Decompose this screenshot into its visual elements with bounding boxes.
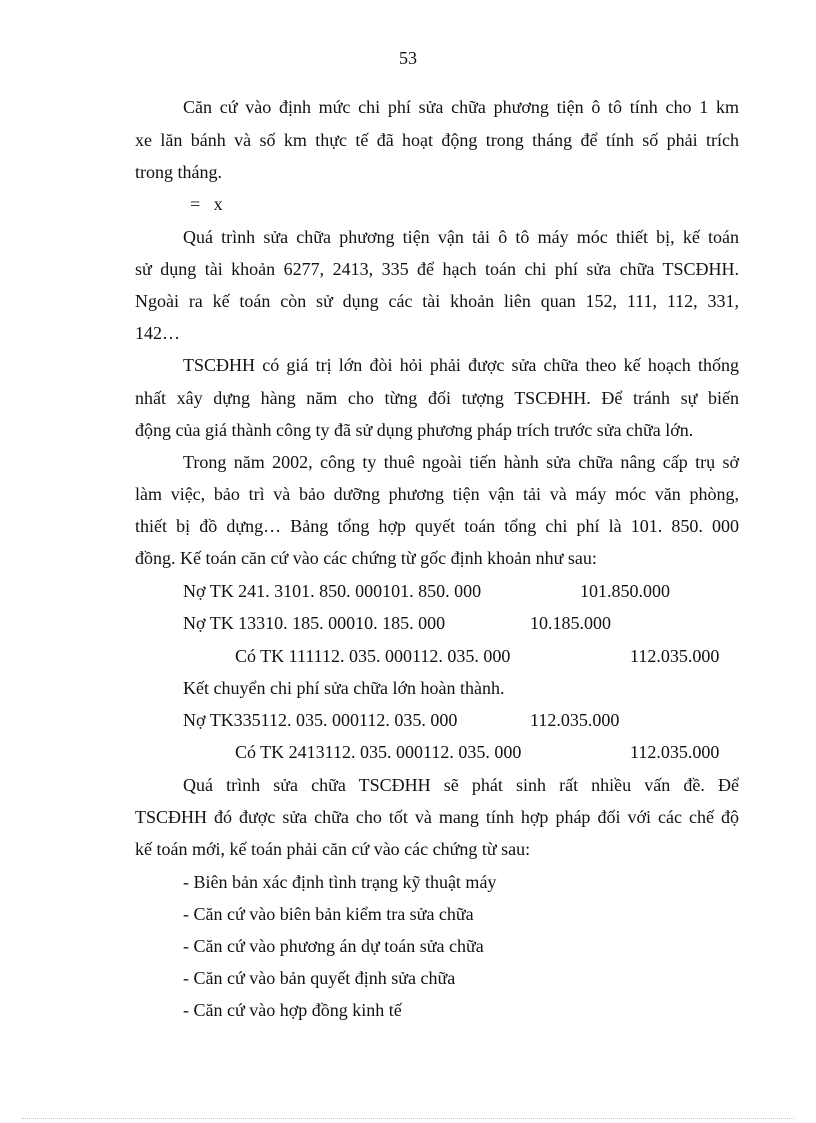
list-item: - Căn cứ vào bản quyết định sửa chữa — [183, 968, 456, 988]
list-item: - Căn cứ vào biên bản kiểm tra sửa chữa — [183, 904, 474, 924]
list-item: - Căn cứ vào hợp đồng kinh tế — [183, 1000, 402, 1020]
list-item: - Căn cứ vào phương án dự toán sửa chữa — [183, 936, 484, 956]
journal-entry-debit: Nợ TK335112. 035. 000112. 035. 000 — [183, 710, 458, 730]
formula-line: = x — [190, 194, 223, 214]
text-line: sử dụng tài khoản 6277, 2413, 335 để hạch toán chi phí sửa chữa TSCĐHH. — [135, 259, 739, 279]
journal-entry-note: Kết chuyển chi phí sửa chữa lớn hoàn thành. — [183, 678, 505, 698]
list-item: - Biên bản xác định tình trạng kỹ thuật máy — [183, 872, 497, 892]
journal-entry-credit: Có TK 111112. 035. 000112. 035. 000 — [235, 646, 511, 666]
journal-entry-debit: Nợ TK 241. 3101. 850. 000101. 850. 000 — [183, 581, 482, 601]
journal-entry-amount: 10.185.000 — [530, 613, 611, 633]
text-line: đồng. Kế toán căn cứ vào các chứng từ gốc định khoản như sau: — [135, 548, 597, 568]
text-line: kế toán mới, kế toán phải căn cứ vào các chứng từ sau: — [135, 839, 531, 859]
text-line: xe lăn bánh và số km thực tế đã hoạt động trong tháng để tính số phải trích — [135, 130, 739, 150]
text-line: TSCĐHH có giá trị lớn đòi hỏi phải được sửa chữa theo kế hoạch thống — [183, 355, 739, 375]
text-line: nhất xây dựng hàng năm cho từng đối tượng TSCĐHH. Để tránh sự biến — [135, 388, 739, 408]
text-line: Ngoài ra kế toán còn sử dụng các tài khoản liên quan 152, 111, 112, 331, — [135, 291, 739, 311]
text-line: trong tháng. — [135, 162, 222, 182]
footer-divider — [22, 1118, 794, 1119]
text-line: Trong năm 2002, công ty thuê ngoài tiến hành sửa chữa nâng cấp trụ sở — [183, 452, 739, 472]
text-line: Quá trình sửa chữa TSCĐHH sẽ phát sinh rất nhiều vấn đề. Để — [183, 775, 739, 795]
journal-entry-debit: Nợ TK 13310. 185. 00010. 185. 000 — [183, 613, 446, 633]
text-line: động của giá thành công ty đã sử dụng phương pháp trích trước sửa chữa lớn. — [135, 420, 694, 440]
text-line: thiết bị đồ dựng… Bảng tổng hợp quyết toán tổng chi phí là 101. 850. 000 — [135, 516, 739, 536]
text-line: 142… — [135, 323, 180, 343]
journal-entry-amount: 112.035.000 — [530, 710, 620, 730]
text-line: Quá trình sửa chữa phương tiện vận tải ô tô máy móc thiết bị, kế toán — [183, 227, 739, 247]
journal-entry-credit: Có TK 2413112. 035. 000112. 035. 000 — [235, 742, 522, 762]
page-number: 53 — [399, 48, 417, 68]
journal-entry-amount: 112.035.000 — [630, 646, 720, 666]
journal-entry-amount: 101.850.000 — [580, 581, 670, 601]
text-line: TSCĐHH đó được sửa chữa cho tốt và mang tính hợp pháp đối với các chế độ — [135, 807, 739, 827]
journal-entry-amount: 112.035.000 — [630, 742, 720, 762]
text-line: làm việc, bảo trì và bảo dưỡng phương tiện vận tải và máy móc văn phòng, — [135, 484, 739, 504]
text-line: Căn cứ vào định mức chi phí sửa chữa phương tiện ô tô tính cho 1 km — [183, 97, 739, 117]
